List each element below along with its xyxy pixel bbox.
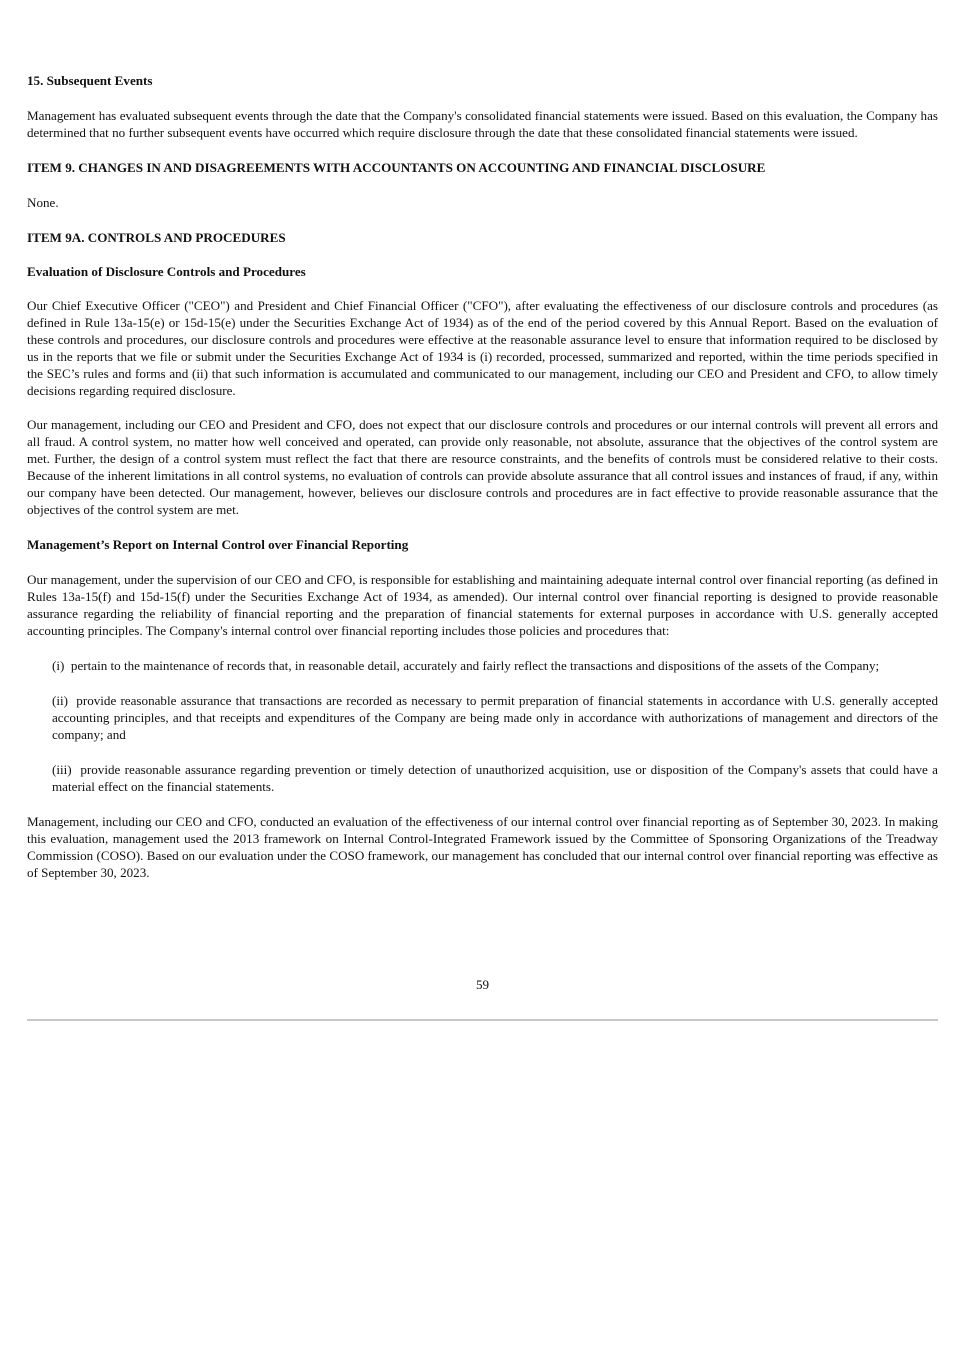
subsequent-events-heading: 15. Subsequent Events	[27, 73, 153, 88]
list-item: (ii) provide reasonable assurance that transactions are recorded as necessary to permit preparation of financial statements in accordance with U.S. generally accepted accounting principles, and that receipts and expenditures of the Company are being made only in accordance with authorizations of management and directors of the company; and	[52, 693, 938, 742]
report-paragraph-2: Management, including our CEO and CFO, conducted an evaluation of the effectiveness of our internal control over financial reporting as of September 30, 2023. In making this evaluation, management used the 2013 framework on Internal Control-Integrated Framework issued by the Committee of Sponsoring Organizations of the Treadway Commission (COSO). Based on our evaluation under the COSO framework, our management has concluded that our internal control over financial reporting was effective as of September 30, 2023.	[27, 814, 938, 880]
item9-paragraph: None.	[27, 195, 59, 210]
list-item: (iii) provide reasonable assurance regarding prevention or timely detection of unauthorized acquisition, use or disposition of the Company's assets that could have a material effect on the financial statements.	[52, 762, 938, 794]
list-item: (i) pertain to the maintenance of records that, in reasonable detail, accurately and fairly reflect the transactions and dispositions of the assets of the Company;	[52, 658, 880, 673]
subsequent-events-paragraph: Management has evaluated subsequent events through the date that the Company's consolidated financial statements were issued. Based on this evaluation, the Company has determined that no further subsequent events have occurred which require disclosure through the date that these consolidated financial statements were issued.	[27, 108, 938, 140]
document-page	[27, 72, 938, 881]
report-subheading: Management’s Report on Internal Control over Financial Reporting	[27, 537, 409, 552]
footer-divider	[27, 1019, 938, 1021]
page-number: 59	[475, 977, 490, 992]
report-paragraph-1: Our management, under the supervision of our CEO and CFO, is responsible for establishing and maintaining adequate internal control over financial reporting (as defined in Rules 13a-15(f) and 15d-15(f) under the Securities Exchange Act of 1934, as amended). Our internal control over financial reporting is designed to provide reasonable assurance regarding the reliability of financial reporting and the preparation of financial statements for external purposes in accordance with U.S. generally accepted accounting principles. The Company's internal control over financial reporting includes those policies and procedures that:	[27, 572, 938, 638]
evaluation-subheading: Evaluation of Disclosure Controls and Procedures	[27, 264, 306, 279]
evaluation-paragraph-1: Our Chief Executive Officer ("CEO") and President and Chief Financial Officer ("CFO"), after evaluating the effectiveness of our disclosure controls and procedures (as defined in Rule 13a-15(e) or 15d-15(e) under the Securities Exchange Act of 1934) as of the end of the period covered by this Annual Report. Based on the evaluation of these controls and procedures, our disclosure controls and procedures were effective at the reasonable assurance level to ensure that information required to be disclosed by us in the reports that we file or submit under the Securities Exchange Act of 1934 is (i) recorded, processed, summarized and reported, within the time periods specified in the SEC’s rules and forms and (ii) that such information is accumulated and communicated to our management, including our CEO and President and CFO, to allow timely decisions regarding required disclosure.	[27, 298, 938, 398]
evaluation-paragraph-2: Our management, including our CEO and President and CFO, does not expect that our disclosure controls and procedures or our internal controls will prevent all errors and all fraud. A control system, no matter how well conceived and operated, can provide only reasonable, not absolute, assurance that the objectives of the control system are met. Further, the design of a control system must reflect the fact that there are resource constraints, and the benefits of controls must be considered relative to their costs. Because of the inherent limitations in all control systems, no evaluation of controls can provide absolute assurance that all control issues and instances of fraud, if any, within our company have been detected. Our management, however, believes our disclosure controls and procedures are in fact effective to provide reasonable assurance that the objectives of the control system are met.	[27, 417, 938, 517]
item9-heading: ITEM 9. CHANGES IN AND DISAGREEMENTS WITH ACCOUNTANTS ON ACCOUNTING AND FINANCIAL DISCLOSURE	[27, 160, 766, 175]
item9a-heading: ITEM 9A. CONTROLS AND PROCEDURES	[27, 230, 286, 245]
